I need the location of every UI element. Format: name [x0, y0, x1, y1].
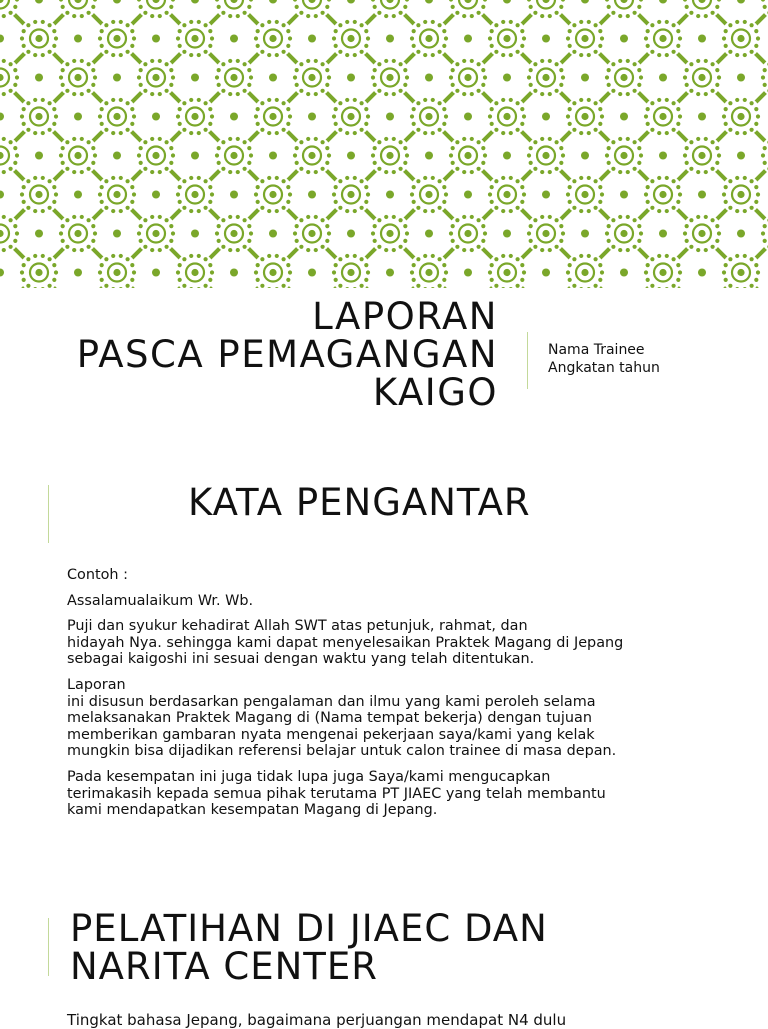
- title-divider: [527, 332, 528, 389]
- section-accent-line: [48, 918, 49, 976]
- batch-year-label: Angkatan tahun: [548, 360, 660, 376]
- paragraph-3-line: Pada kesempatan ini juga tidak lupa juga Saya/kami mengucapkan: [67, 768, 551, 785]
- cover-subtitle: [548, 341, 660, 377]
- cover-title-line-1: LAPORAN: [312, 295, 498, 338]
- paragraph-3-line: kami mendapatkan kesempatan Magang di Jepang.: [67, 802, 438, 819]
- cover-title-line-3: KAIGO: [372, 371, 498, 414]
- pelatihan-body-text: Tingkat bahasa Jepang, bagaimana perjuangan mendapat N4 dulu: [67, 1011, 567, 1029]
- paragraph-2-line: memberikan gambaran nyata mengenai pekerjaan saya/kami yang kelak: [67, 726, 595, 743]
- pelatihan-heading: [70, 907, 548, 988]
- paragraph-3-line: terimakasih kepada semua pihak terutama PT JIAEC yang telah membantu: [67, 785, 606, 802]
- kata-pengantar-body: [67, 567, 707, 828]
- section-accent-line: [48, 485, 49, 543]
- pelatihan-heading-line-1: PELATIHAN DI JIAEC DAN: [70, 907, 548, 950]
- contoh-label: Contoh :: [67, 567, 128, 583]
- paragraph-2-line: ini disusun berdasarkan pengalaman dan ilmu yang kami peroleh selama: [67, 693, 596, 710]
- salam-text: Assalamualaikum Wr. Wb.: [67, 592, 254, 609]
- paragraph-1-line: hidayah Nya. sehingga kami dapat menyelesaikan Praktek Magang di Jepang: [67, 634, 624, 651]
- paragraph-1-line: Puji dan syukur kehadirat Allah SWT atas petunjuk, rahmat, dan: [67, 618, 528, 635]
- paragraph-1-line: sebagai kaigoshi ini sesuai dengan waktu yang telah ditentukan.: [67, 651, 535, 668]
- paragraph-3: [67, 769, 707, 819]
- pattern-graphic: [0, 0, 768, 288]
- kata-pengantar-heading: KATA PENGANTAR: [188, 481, 531, 524]
- paragraph-2-line: Laporan: [67, 676, 126, 693]
- cover-title-line-2: PASCA PEMAGANGAN: [76, 333, 498, 376]
- paragraph-2-line: mungkin bisa dijadikan referensi belajar untuk calon trainee di masa depan.: [67, 743, 617, 760]
- paragraph-1: [67, 618, 707, 668]
- pelatihan-heading-line-2: NARITA CENTER: [70, 945, 378, 988]
- cover-title: [40, 295, 498, 414]
- paragraph-2-line: melaksanakan Praktek Magang di (Nama tempat bekerja) dengan tujuan: [67, 710, 592, 727]
- trainee-name-label: Nama Trainee: [548, 342, 645, 358]
- paragraph-2: [67, 677, 707, 760]
- decorative-pattern-band: [0, 0, 768, 288]
